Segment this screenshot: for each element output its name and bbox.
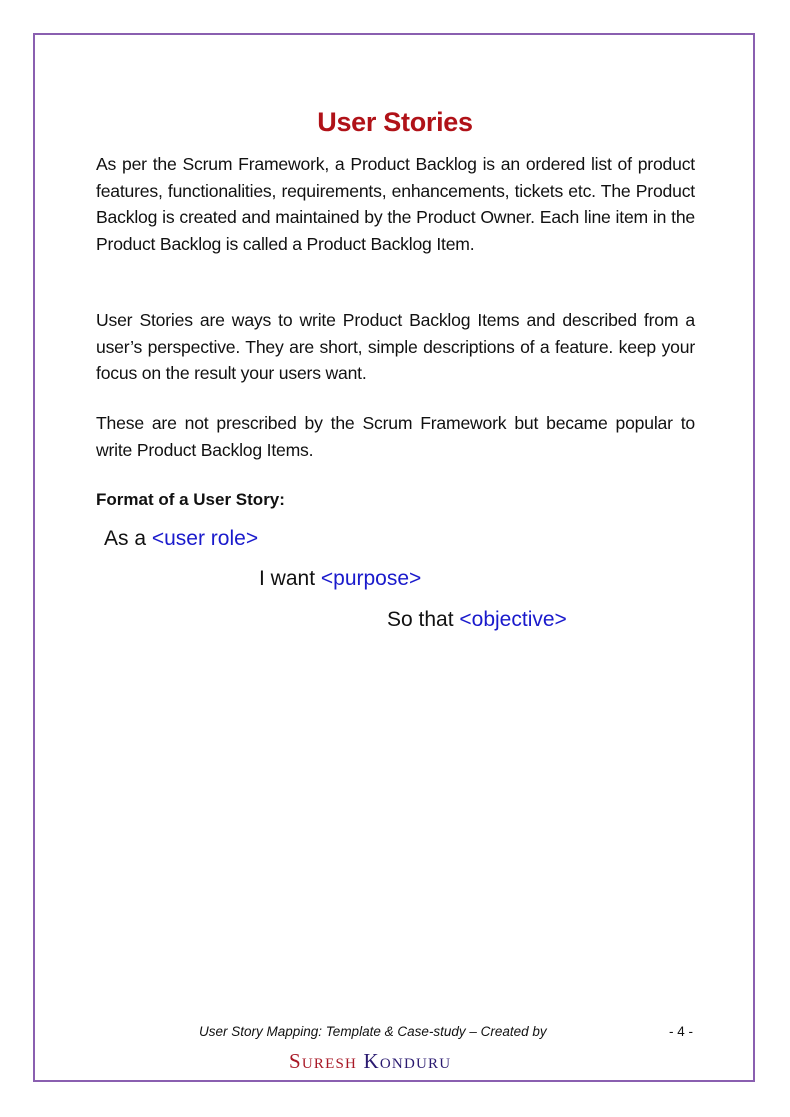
page-number: - 4 - <box>669 1024 694 1039</box>
story-line-purpose <box>259 567 421 591</box>
story-placeholder-purpose: <purpose> <box>320 567 422 590</box>
story-placeholder-role: <user role> <box>151 527 259 550</box>
paragraph-product-backlog: As per the Scrum Framework, a Product Backlog is an ordered list of product features, functionalities, requirements, enhancements, tickets etc. The Product Backlog is created and maintained by the Product Owner. Each line item in the Product Backlog is called a Product Backlog Item. <box>96 154 695 254</box>
paragraph-user-stories: User Stories are ways to write Product Backlog Items and described from a user’s perspective. They are short, simple descriptions of a feature. keep your focus on the result your users want. <box>96 310 695 384</box>
author-first-name: Suresh <box>289 1049 358 1073</box>
story-prefix: So that <box>387 608 460 631</box>
footer-text: User Story Mapping: Template & Case-study – Created by <box>199 1024 547 1039</box>
author-name <box>289 1049 451 1074</box>
story-line-objective <box>387 608 567 632</box>
paragraph-not-prescribed: These are not prescribed by the Scrum Framework but became popular to write Product Backlog Items. <box>96 413 695 460</box>
story-prefix: As a <box>104 527 152 550</box>
story-prefix: I want <box>259 567 321 590</box>
author-last-name: Konduru <box>363 1049 452 1073</box>
page-title: User Stories <box>317 107 473 137</box>
story-line-role <box>104 527 258 551</box>
story-placeholder-objective: <objective> <box>459 608 567 631</box>
format-heading: Format of a User Story: <box>96 490 285 509</box>
